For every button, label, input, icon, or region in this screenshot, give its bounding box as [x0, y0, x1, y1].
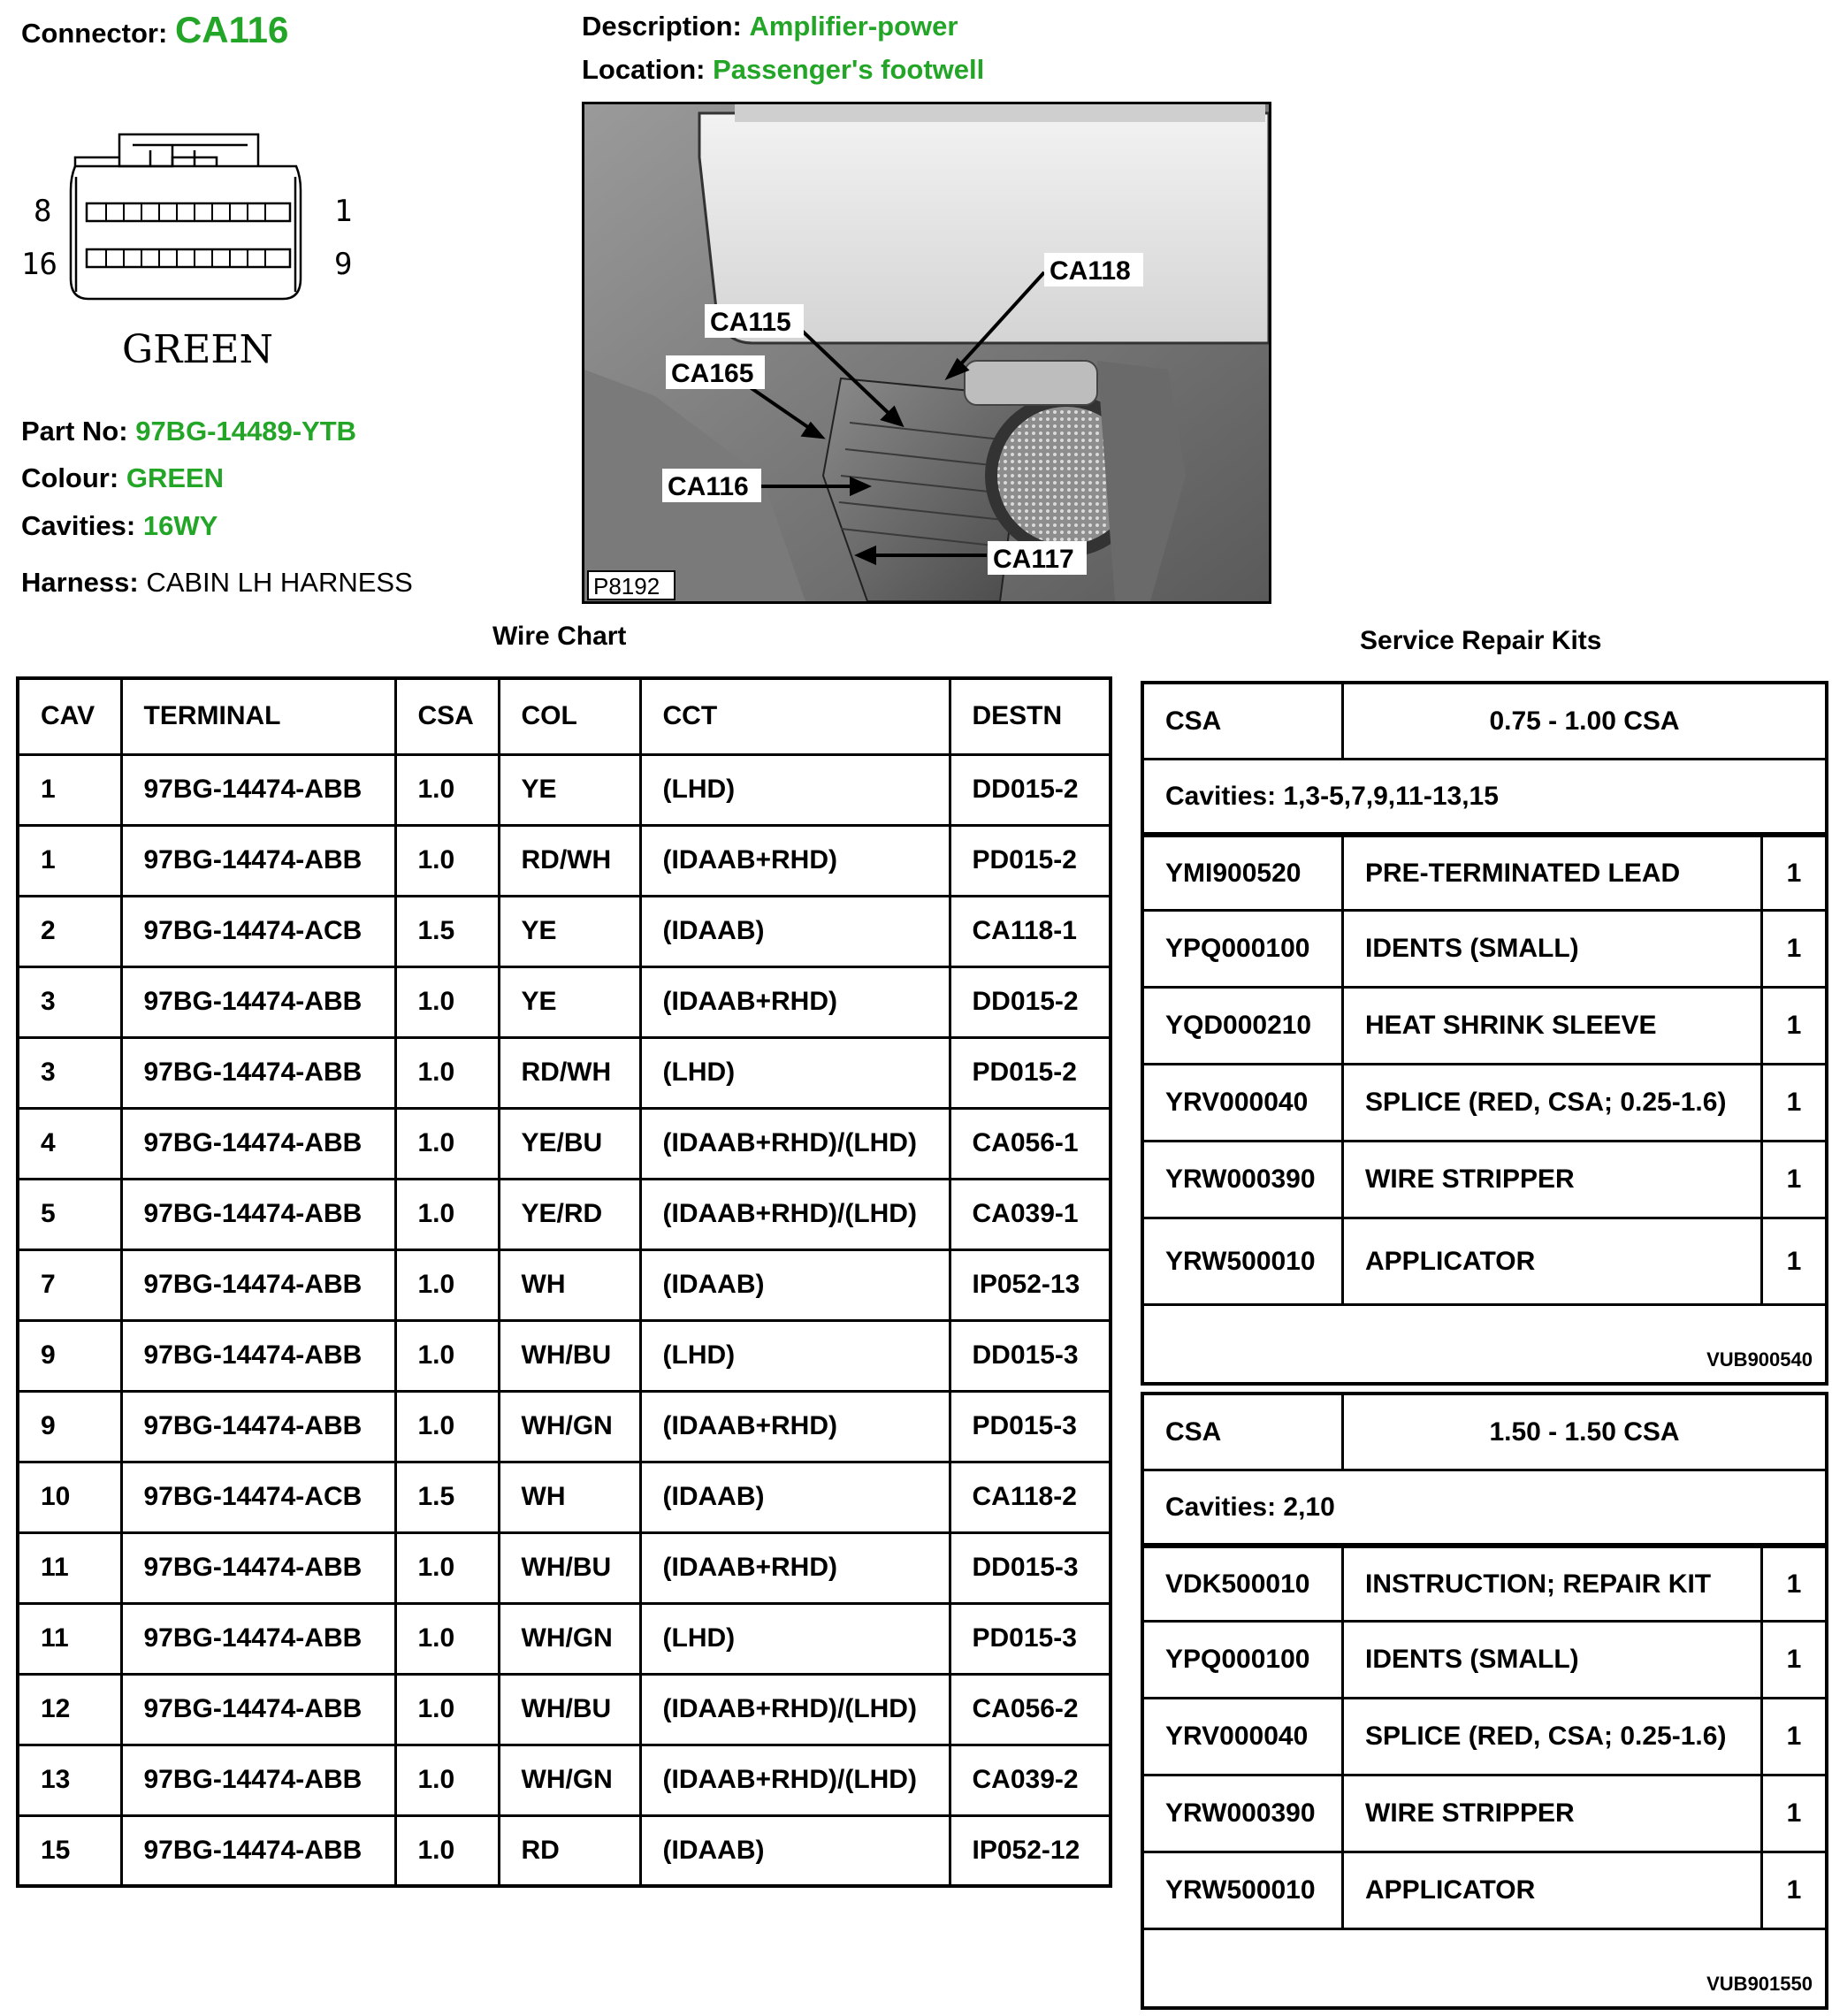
colour-label: Colour:	[21, 462, 119, 493]
cell-csa: 1.0	[395, 754, 499, 825]
pin-label-9: 9	[334, 247, 353, 282]
cell-col: WH/GN	[499, 1391, 640, 1462]
location-line	[582, 54, 984, 86]
cell-col: WH	[499, 1462, 640, 1532]
cell-terminal: 97BG-14474-ACB	[121, 1462, 395, 1532]
kit-csa-label: CSA	[1144, 1395, 1344, 1469]
col-header-cct: CCT	[640, 678, 950, 754]
kit-item-qty: 1	[1786, 1569, 1802, 1599]
cell-cct: (IDAAB+RHD)	[640, 966, 950, 1037]
col-header-col: COL	[499, 678, 640, 754]
cell-col: YE	[499, 896, 640, 966]
repair-kits-title: Service Repair Kits	[1360, 626, 1602, 655]
kit-item-desc: SPLICE (RED, CSA; 0.25-1.6)	[1344, 1065, 1763, 1140]
cell-col: YE/BU	[499, 1108, 640, 1179]
cell-cav: 1	[18, 754, 121, 825]
cavities-line	[21, 510, 218, 542]
col-header-csa: CSA	[395, 678, 499, 754]
cell-cav: 11	[18, 1603, 121, 1674]
location-label: Location:	[582, 54, 706, 85]
cell-destn: CA056-1	[950, 1108, 1111, 1179]
cell-cct: (IDAAB)	[640, 1815, 950, 1886]
table-row	[18, 1674, 1111, 1745]
kit-item-desc: APPLICATOR	[1344, 1853, 1763, 1928]
cell-csa: 1.5	[395, 896, 499, 966]
cell-cav: 2	[18, 896, 121, 966]
cell-csa: 1.0	[395, 1320, 499, 1391]
cell-terminal: 97BG-14474-ABB	[121, 1532, 395, 1603]
kit-cavities: Cavities: 2,10	[1165, 1492, 1335, 1522]
kit-item-row	[1144, 1623, 1825, 1699]
kit-item-code: YMI900520	[1144, 837, 1344, 909]
cell-csa: 1.0	[395, 1674, 499, 1745]
kit-item-desc: PRE-TERMINATED LEAD	[1344, 837, 1763, 909]
cell-cav: 9	[18, 1391, 121, 1462]
cell-cct: (IDAAB+RHD)/(LHD)	[640, 1179, 950, 1249]
table-row	[18, 1815, 1111, 1886]
connector-id: CA116	[174, 9, 289, 50]
cell-terminal: 97BG-14474-ABB	[121, 825, 395, 896]
kit-csa-value: 0.75 - 1.00 CSA	[1489, 706, 1680, 736]
table-row	[18, 1532, 1111, 1603]
repair-kit-1	[1141, 681, 1828, 1386]
cell-cct: (IDAAB+RHD)	[640, 1532, 950, 1603]
kit-item-desc: WIRE STRIPPER	[1344, 1776, 1763, 1851]
pin-label-8: 8	[34, 194, 52, 229]
cell-csa: 1.0	[395, 1108, 499, 1179]
kit-ref: VUB900540	[1706, 1348, 1813, 1371]
kit-item-code: YRW000390	[1144, 1776, 1344, 1851]
cell-destn: PD015-2	[950, 825, 1111, 896]
connector-face-diagram	[18, 124, 389, 389]
kit-item-desc: WIRE STRIPPER	[1344, 1142, 1763, 1217]
pin-label-1: 1	[334, 194, 353, 229]
part-no-line	[21, 416, 356, 447]
cell-col: YE	[499, 754, 640, 825]
kit-item-desc: APPLICATOR	[1344, 1219, 1763, 1303]
kit-item-desc: IDENTS (SMALL)	[1344, 912, 1763, 986]
cell-cct: (IDAAB+RHD)/(LHD)	[640, 1108, 950, 1179]
kit-item-row	[1144, 1699, 1825, 1776]
harness-line	[21, 567, 413, 599]
kit-item-code: YPQ000100	[1144, 1623, 1344, 1697]
cell-terminal: 97BG-14474-ABB	[121, 1249, 395, 1320]
kit-ref: VUB901550	[1706, 1973, 1813, 1995]
connector-colour-caption: GREEN	[122, 327, 274, 372]
cell-terminal: 97BG-14474-ABB	[121, 1108, 395, 1179]
cell-terminal: 97BG-14474-ACB	[121, 896, 395, 966]
cell-csa: 1.0	[395, 1745, 499, 1815]
table-row	[18, 1745, 1111, 1815]
cell-csa: 1.0	[395, 1603, 499, 1674]
kit-item-qty: 1	[1786, 1798, 1802, 1828]
kit-cavities: Cavities: 1,3-5,7,9,11-13,15	[1165, 781, 1499, 811]
cavities-value: 16WY	[142, 510, 218, 541]
kit-csa-label: CSA	[1144, 684, 1344, 758]
table-row	[18, 896, 1111, 966]
cell-terminal: 97BG-14474-ABB	[121, 1037, 395, 1108]
cell-terminal: 97BG-14474-ABB	[121, 1391, 395, 1462]
callout-ca116: CA116	[668, 472, 749, 501]
cell-destn: DD015-2	[950, 754, 1111, 825]
photo-ref: P8192	[593, 573, 660, 599]
kit-item-row	[1144, 1142, 1825, 1219]
kit-item-qty: 1	[1786, 1246, 1802, 1276]
cell-cct: (IDAAB+RHD)	[640, 825, 950, 896]
kit-cavities-row	[1144, 1471, 1825, 1546]
kit-item-row	[1144, 1219, 1825, 1306]
kit-item-desc: IDENTS (SMALL)	[1344, 1623, 1763, 1697]
cell-cav: 7	[18, 1249, 121, 1320]
colour-value: GREEN	[126, 462, 225, 493]
kit-item-code: YRV000040	[1144, 1065, 1344, 1140]
table-row	[18, 1249, 1111, 1320]
kit-item-code: YRV000040	[1144, 1699, 1344, 1774]
kit-item-code: YRW500010	[1144, 1853, 1344, 1928]
cell-col: WH/BU	[499, 1674, 640, 1745]
cell-col: WH/BU	[499, 1532, 640, 1603]
cell-destn: CA039-2	[950, 1745, 1111, 1815]
table-row	[18, 1108, 1111, 1179]
cell-cav: 11	[18, 1532, 121, 1603]
cell-cct: (IDAAB+RHD)	[640, 1391, 950, 1462]
kit-item-desc: SPLICE (RED, CSA; 0.25-1.6)	[1344, 1699, 1763, 1774]
cell-cav: 1	[18, 825, 121, 896]
cell-cct: (IDAAB)	[640, 1462, 950, 1532]
cell-destn: DD015-2	[950, 966, 1111, 1037]
cell-cav: 3	[18, 1037, 121, 1108]
kit-item-code: VDK500010	[1144, 1548, 1344, 1620]
kit-csa-row	[1144, 1395, 1825, 1471]
location-photo	[582, 102, 1271, 604]
callout-ca117: CA117	[993, 545, 1074, 574]
cell-cct: (IDAAB+RHD)/(LHD)	[640, 1674, 950, 1745]
cell-destn: PD015-3	[950, 1391, 1111, 1462]
kit-ref-row	[1144, 1930, 1825, 2006]
cell-csa: 1.0	[395, 1815, 499, 1886]
wire-chart-title: Wire Chart	[492, 622, 627, 651]
kit-item-row	[1144, 1776, 1825, 1853]
cell-col: WH/GN	[499, 1745, 640, 1815]
cell-col: YE	[499, 966, 640, 1037]
repair-kit-2	[1141, 1392, 1828, 2010]
kit-csa-row	[1144, 684, 1825, 760]
cell-terminal: 97BG-14474-ABB	[121, 1179, 395, 1249]
kit-item-desc: INSTRUCTION; REPAIR KIT	[1344, 1548, 1763, 1620]
colour-line	[21, 462, 224, 494]
kit-item-row	[1144, 1546, 1825, 1623]
kit-item-qty: 1	[1786, 858, 1802, 888]
cell-destn: IP052-13	[950, 1249, 1111, 1320]
connector-label: Connector:	[21, 18, 168, 49]
table-row	[18, 1320, 1111, 1391]
kit-item-qty: 1	[1786, 934, 1802, 963]
kit-item-row	[1144, 835, 1825, 912]
cell-csa: 1.0	[395, 825, 499, 896]
cell-cct: (IDAAB)	[640, 1249, 950, 1320]
cell-cct: (LHD)	[640, 1320, 950, 1391]
table-row	[18, 966, 1111, 1037]
location-photo-illustration	[584, 104, 1269, 601]
cell-csa: 1.0	[395, 966, 499, 1037]
location-value: Passenger's footwell	[713, 54, 985, 85]
kit-cavities-row	[1144, 760, 1825, 835]
cell-destn: PD015-2	[950, 1037, 1111, 1108]
table-header-row	[18, 678, 1111, 754]
cell-csa: 1.0	[395, 1037, 499, 1108]
table-row	[18, 1037, 1111, 1108]
table-row	[18, 1462, 1111, 1532]
part-no-label: Part No:	[21, 416, 128, 447]
cell-terminal: 97BG-14474-ABB	[121, 1815, 395, 1886]
cell-cav: 9	[18, 1320, 121, 1391]
cell-terminal: 97BG-14474-ABB	[121, 1745, 395, 1815]
cell-destn: DD015-3	[950, 1532, 1111, 1603]
cell-cav: 3	[18, 966, 121, 1037]
cell-destn: IP052-12	[950, 1815, 1111, 1886]
description-value: Amplifier-power	[749, 11, 958, 42]
cavities-label: Cavities:	[21, 510, 136, 541]
cell-cav: 4	[18, 1108, 121, 1179]
cell-destn: DD015-3	[950, 1320, 1111, 1391]
cell-destn: CA056-2	[950, 1674, 1111, 1745]
kit-item-code: YQD000210	[1144, 989, 1344, 1063]
cell-cav: 15	[18, 1815, 121, 1886]
cell-csa: 1.0	[395, 1179, 499, 1249]
cell-csa: 1.0	[395, 1249, 499, 1320]
kit-item-row	[1144, 989, 1825, 1065]
cell-destn: CA118-2	[950, 1462, 1111, 1532]
kit-item-qty: 1	[1786, 1645, 1802, 1674]
col-header-cav: CAV	[18, 678, 121, 754]
kit-item-row	[1144, 912, 1825, 989]
cell-col: RD/WH	[499, 825, 640, 896]
part-no-value: 97BG-14489-YTB	[135, 416, 357, 447]
kit-item-code: YRW500010	[1144, 1219, 1344, 1303]
col-header-terminal: TERMINAL	[121, 678, 395, 754]
kit-item-qty: 1	[1786, 1165, 1802, 1194]
cell-terminal: 97BG-14474-ABB	[121, 1320, 395, 1391]
cell-cav: 10	[18, 1462, 121, 1532]
pin-label-16: 16	[21, 247, 57, 282]
kit-item-code: YRW000390	[1144, 1142, 1344, 1217]
callout-ca165: CA165	[671, 359, 754, 388]
cell-destn: PD015-3	[950, 1603, 1111, 1674]
table-row	[18, 1603, 1111, 1674]
cell-cct: (LHD)	[640, 1603, 950, 1674]
kit-item-qty: 1	[1786, 1875, 1802, 1905]
cell-terminal: 97BG-14474-ABB	[121, 754, 395, 825]
cell-cav: 12	[18, 1674, 121, 1745]
cell-csa: 1.0	[395, 1532, 499, 1603]
kit-item-row	[1144, 1853, 1825, 1930]
description-line	[582, 11, 958, 42]
cell-destn: CA118-1	[950, 896, 1111, 966]
cell-terminal: 97BG-14474-ABB	[121, 1603, 395, 1674]
cell-col: RD	[499, 1815, 640, 1886]
cell-col: WH	[499, 1249, 640, 1320]
kit-item-qty: 1	[1786, 1088, 1802, 1117]
cell-cct: (LHD)	[640, 1037, 950, 1108]
col-header-destn: DESTN	[950, 678, 1111, 754]
kit-item-qty: 1	[1786, 1011, 1802, 1040]
kit-item-desc: HEAT SHRINK SLEEVE	[1344, 989, 1763, 1063]
callout-ca115: CA115	[710, 308, 791, 337]
kit-csa-value: 1.50 - 1.50 CSA	[1489, 1417, 1680, 1447]
harness-value: CABIN LH HARNESS	[146, 567, 413, 598]
cell-cct: (LHD)	[640, 754, 950, 825]
cell-csa: 1.5	[395, 1462, 499, 1532]
wire-chart-table	[16, 676, 1112, 1888]
connector-line	[21, 9, 288, 51]
cell-cav: 5	[18, 1179, 121, 1249]
kit-item-qty: 1	[1786, 1722, 1802, 1751]
table-row	[18, 825, 1111, 896]
kit-ref-row	[1144, 1306, 1825, 1382]
cell-terminal: 97BG-14474-ABB	[121, 966, 395, 1037]
cell-col: RD/WH	[499, 1037, 640, 1108]
kit-item-row	[1144, 1065, 1825, 1142]
callout-ca118: CA118	[1050, 256, 1131, 286]
cell-cav: 13	[18, 1745, 121, 1815]
kit-item-code: YPQ000100	[1144, 912, 1344, 986]
cell-col: WH/GN	[499, 1603, 640, 1674]
cell-terminal: 97BG-14474-ABB	[121, 1674, 395, 1745]
cell-cct: (IDAAB+RHD)/(LHD)	[640, 1745, 950, 1815]
cell-col: WH/BU	[499, 1320, 640, 1391]
harness-label: Harness:	[21, 567, 139, 598]
table-row	[18, 1391, 1111, 1462]
cell-col: YE/RD	[499, 1179, 640, 1249]
cell-csa: 1.0	[395, 1391, 499, 1462]
cell-destn: CA039-1	[950, 1179, 1111, 1249]
table-row	[18, 1179, 1111, 1249]
description-label: Description:	[582, 11, 742, 42]
cell-cct: (IDAAB)	[640, 896, 950, 966]
table-row	[18, 754, 1111, 825]
